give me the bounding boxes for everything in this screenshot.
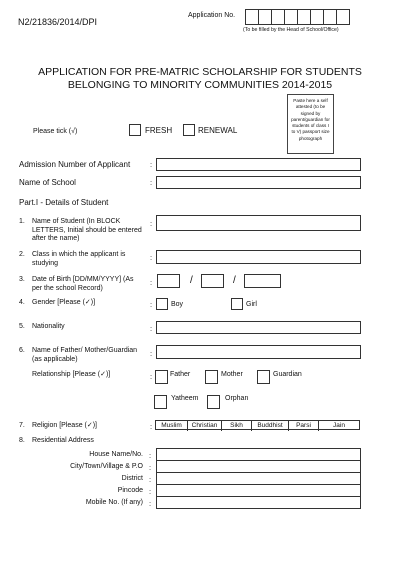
- colon: :: [150, 219, 153, 228]
- colon: :: [150, 349, 153, 358]
- district-label: District: [121, 475, 143, 482]
- colon: :: [150, 178, 153, 187]
- item-number: 7.: [19, 422, 25, 429]
- father-label: Father: [170, 371, 191, 378]
- item-number: 5.: [19, 323, 25, 330]
- religion-option-parsi[interactable]: Parsi: [289, 421, 319, 431]
- app-no-box[interactable]: [258, 9, 272, 25]
- yatheem-label: Yatheem: [171, 395, 199, 402]
- school-name-label: Name of School: [19, 178, 76, 187]
- dob-day-field[interactable]: [157, 274, 180, 288]
- nationality-field[interactable]: [156, 321, 361, 334]
- parent-name-field[interactable]: [156, 345, 361, 359]
- part1-heading: Part.I - Details of Student: [19, 198, 109, 207]
- reference-code: N2/21836/2014/DPI: [18, 17, 98, 27]
- guardian-label: Guardian: [273, 371, 302, 378]
- class-label: Class in which the applicant is studying: [32, 251, 126, 267]
- school-name-field[interactable]: [156, 176, 361, 189]
- application-number-note: (To be filled by the Head of School/Office): [243, 27, 339, 33]
- colon: :: [150, 278, 153, 287]
- nationality-label: Nationality: [32, 323, 65, 330]
- colon: :: [149, 487, 152, 496]
- app-no-box[interactable]: [310, 9, 324, 25]
- religion-label: Religion [Please (✓)]: [32, 422, 98, 429]
- app-no-box[interactable]: [323, 9, 337, 25]
- application-number-boxes: [245, 9, 355, 25]
- fresh-label: FRESH: [145, 126, 173, 135]
- app-no-box[interactable]: [336, 9, 350, 25]
- pincode-label: Pincode: [117, 487, 143, 494]
- religion-option-jain[interactable]: Jain: [333, 422, 345, 429]
- mobile-number-field[interactable]: [156, 496, 361, 509]
- app-no-box[interactable]: [284, 9, 298, 25]
- item-number: 6.: [19, 347, 25, 354]
- mother-checkbox[interactable]: [205, 370, 218, 384]
- app-no-box[interactable]: [271, 9, 285, 25]
- parent-name-label: Name of Father/ Mother/Guardian (as applicable): [32, 347, 138, 363]
- religion-option-buddhist[interactable]: Buddhist: [252, 421, 289, 431]
- photo-box-instructions: Paste here a self attested (to be signed by parent/guardian for students of class I to V) passport size photograph: [291, 98, 330, 141]
- item-number: 2.: [19, 251, 25, 258]
- dob-label: Date of Birth [DD/MM/YYYY] (As per the school Record): [32, 276, 134, 292]
- colon: :: [150, 253, 153, 262]
- dob-month-field[interactable]: [201, 274, 224, 288]
- item-number: 1.: [19, 218, 25, 225]
- renewal-checkbox[interactable]: [183, 124, 195, 136]
- religion-option-muslim[interactable]: Muslim: [156, 421, 188, 431]
- father-checkbox[interactable]: [155, 370, 168, 384]
- class-field[interactable]: [156, 250, 361, 264]
- colon: :: [150, 324, 153, 333]
- mother-label: Mother: [221, 371, 243, 378]
- colon: :: [150, 300, 153, 309]
- guardian-checkbox[interactable]: [257, 370, 270, 384]
- app-no-box[interactable]: [245, 9, 259, 25]
- colon: :: [149, 463, 152, 472]
- residential-address-label: Residential Address: [32, 437, 94, 444]
- religion-option-sikh[interactable]: Sikh: [222, 421, 252, 431]
- boy-checkbox[interactable]: [156, 298, 168, 310]
- dob-year-field[interactable]: [244, 274, 281, 288]
- boy-label: Boy: [171, 301, 184, 308]
- colon: :: [150, 372, 153, 381]
- orphan-checkbox[interactable]: [207, 395, 220, 409]
- form-title-line1: APPLICATION FOR PRE-MATRIC SCHOLARSHIP FOR STUDENTS: [38, 66, 362, 78]
- fresh-checkbox[interactable]: [129, 124, 141, 136]
- student-name-field[interactable]: [156, 215, 361, 231]
- please-tick-label: Please tick (√): [33, 128, 78, 135]
- city-town-village-label: City/Town/Village & P.O: [70, 463, 143, 470]
- girl-label: Girl: [246, 301, 257, 308]
- student-name-label: Name of Student (In BLOCK LETTERS, Initial should be entered after the name): [32, 218, 142, 242]
- colon: :: [149, 451, 152, 460]
- item-number: 3.: [19, 276, 25, 283]
- application-number-label: Application No.: [188, 12, 236, 19]
- renewal-label: RENEWAL: [198, 126, 238, 135]
- gender-label: Gender [Please (✓)]: [32, 299, 96, 306]
- app-no-box[interactable]: [297, 9, 311, 25]
- mobile-number-label: Mobile No. (If any): [85, 499, 143, 506]
- orphan-label: Orphan: [225, 395, 249, 402]
- religion-options: [155, 420, 360, 430]
- house-name-label: House Name/No.: [89, 451, 143, 458]
- admission-number-label: Admission Number of Applicant: [19, 160, 131, 169]
- dob-separator: /: [190, 275, 193, 286]
- colon: :: [150, 160, 153, 169]
- photo-box: [287, 94, 334, 154]
- yatheem-checkbox[interactable]: [154, 395, 167, 409]
- colon: :: [149, 499, 152, 508]
- colon: :: [150, 422, 153, 431]
- dob-separator: /: [233, 275, 236, 286]
- girl-checkbox[interactable]: [231, 298, 243, 310]
- item-number: 4.: [19, 299, 25, 306]
- form-title-line2: BELONGING TO MINORITY COMMUNITIES 2014-2015: [67, 79, 333, 91]
- religion-option-christian[interactable]: Christian: [188, 421, 222, 431]
- relationship-label: Relationship [Please (✓)]: [32, 371, 111, 378]
- item-number: 8.: [19, 437, 25, 444]
- admission-number-field[interactable]: [156, 158, 361, 171]
- colon: :: [149, 475, 152, 484]
